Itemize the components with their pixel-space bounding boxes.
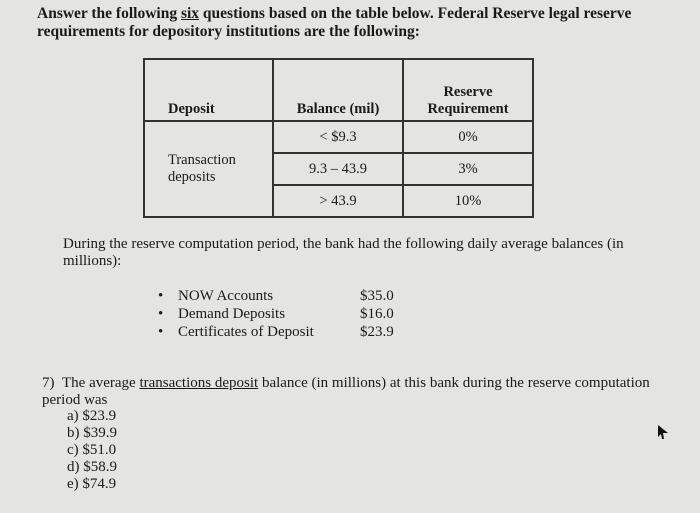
requirement-cell: 10% [403,185,533,217]
reserve-requirements-table [143,58,534,218]
balance-label: Certificates of Deposit [178,324,314,340]
bullet-icon: • [158,288,164,304]
balance-cell: < $9.3 [273,121,403,153]
header-deposit: Deposit [144,59,273,121]
balance-cell: 9.3 – 43.9 [273,153,403,185]
header-requirement: Reserve Requirement [403,59,533,121]
bullet-icon: • [158,306,164,322]
option-d[interactable]: d) $58.9 [67,459,117,475]
question-underlined: transactions deposit [139,375,259,391]
question-text: The average [62,375,140,391]
balance-cell: > 43.9 [273,185,403,217]
option-c[interactable]: c) $51.0 [67,442,117,458]
table-row [144,121,533,153]
requirement-cell: 3% [403,153,533,185]
heading-text-rest: questions based on the table below. Federal Reserve legal reserve requirements for depository institutions are the following: [37,5,632,40]
balance-value: $35.0 [360,288,394,304]
requirement-cell: 0% [403,121,533,153]
category-cell: Transaction deposits [144,121,273,217]
heading-underlined: six [180,5,200,22]
balance-label: NOW Accounts [178,288,274,304]
bullet-icon: • [158,324,164,340]
instructions-heading [37,5,677,41]
option-a[interactable]: a) $23.9 [67,408,117,424]
balance-value: $16.0 [360,306,394,322]
table-header-row [144,59,533,121]
question-7 [42,375,662,409]
cursor-arrow-icon [656,424,670,440]
header-balance: Balance (mil) [273,59,403,121]
question-number: 7) [42,375,55,391]
balances-intro: During the reserve computation period, the bank had the following daily average balances (in millions): [63,236,624,269]
question-text-rest: balance (in millions) at this bank during the reserve computation period was [42,375,650,408]
balance-value: $23.9 [360,324,394,340]
heading-text: Answer the following [37,5,181,22]
option-b[interactable]: b) $39.9 [67,425,117,441]
option-e[interactable]: e) $74.9 [67,476,117,492]
balance-label: Demand Deposits [178,306,286,322]
